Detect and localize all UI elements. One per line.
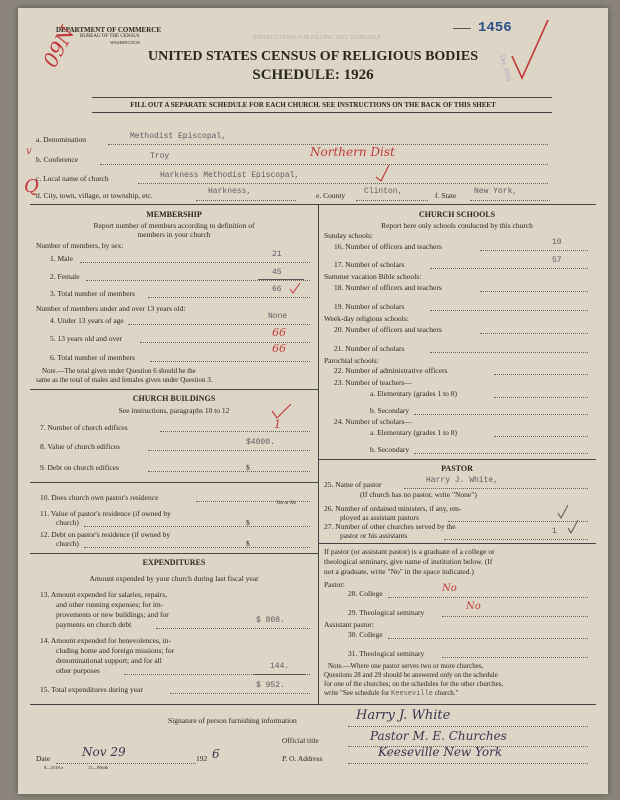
q16-line	[480, 250, 588, 251]
dept-name: DEPARTMENT OF COMMERCE	[56, 26, 162, 34]
faded-heading: INSTRUCTIONS FOR FILLING OUT SCHEDULE	[253, 35, 381, 41]
q25-label: 25. Name of pastor	[324, 480, 382, 489]
q23a-line	[494, 397, 588, 398]
form-subtitle: SCHEDULE: 1926	[252, 67, 374, 83]
q17-line	[430, 268, 588, 269]
assistant-pastor-sublabel: Assistant pastor:	[324, 620, 374, 629]
q11-line	[84, 526, 310, 527]
graduate-instruction-1: If pastor (or assistant pastor) is a graduate of a college or	[324, 547, 495, 556]
rule	[30, 553, 318, 554]
q13-label-4: payments on church debt	[56, 620, 132, 629]
schools-heading: CHURCH SCHOOLS	[418, 210, 496, 219]
q10-label: 10. Does church own pastor's residence	[40, 493, 159, 502]
schedule-number: 1456	[478, 20, 512, 36]
q25-value: Harry J. White,	[426, 476, 499, 485]
q19-line	[430, 310, 588, 311]
q17-label: 17. Number of scholars	[334, 260, 405, 269]
check-mark	[566, 518, 580, 536]
city-value: Harkness,	[208, 187, 252, 196]
q5-label: 5. 13 years old and over	[50, 334, 123, 343]
q22-label: 22. Number of administrative officers	[334, 366, 448, 375]
q3-value: 66	[272, 285, 282, 294]
q24a-line	[494, 436, 588, 437]
rule	[92, 97, 552, 98]
rule	[318, 459, 596, 460]
conference-line	[100, 164, 548, 165]
bureau-name: BUREAU OF THE CENSUS	[80, 34, 140, 39]
rule	[30, 204, 596, 205]
members-by-sex-label: Number of members, by sex:	[36, 241, 124, 250]
number-dash	[453, 28, 471, 29]
q1-value: 21	[272, 250, 282, 259]
q28-line	[388, 597, 588, 598]
rule	[318, 543, 596, 544]
q15-line	[170, 693, 310, 694]
po-address-value: Keeseville New York	[378, 745, 503, 759]
q18-line	[480, 291, 588, 292]
q3-line	[148, 297, 310, 298]
q29-label: 29. Theological seminary	[348, 608, 425, 617]
q21-line	[430, 352, 588, 353]
q8-line	[148, 450, 310, 451]
q27-label-2: pastor or his assistants	[340, 531, 408, 540]
q23b-label: b. Secondary	[370, 406, 410, 415]
city-label: d. City, town, village, or township, etc.	[36, 191, 153, 200]
census-schedule-sheet	[18, 8, 608, 794]
q21-label: 21. Number of scholars	[334, 344, 405, 353]
q9-label: 9. Debt on church edifices	[40, 463, 119, 472]
q15-value: $ 952.	[256, 681, 285, 690]
q6-value: 66	[272, 342, 286, 355]
q14-label-3: denominational support; and for all	[56, 656, 162, 665]
q27-label-1: 27. Number of other churches served by the	[324, 522, 456, 531]
local-name-value: Harkness Methodist Episcopal,	[160, 171, 300, 180]
q23a-label: a. Elementary (grades 1 to 8)	[370, 389, 458, 398]
pastor-note-3: for one of the churches; on the schedules for the other churches,	[324, 680, 504, 688]
sunday-schools-label: Sunday schools:	[324, 231, 373, 240]
pastor-note-1: Note.—Where one pastor serves two or more churches,	[328, 662, 484, 670]
q31-label: 31. Theological seminary	[348, 649, 425, 658]
rule	[92, 112, 552, 113]
year-prefix: 192	[196, 754, 208, 763]
membership-note-2: same as the total of males and females given under Question 3.	[36, 376, 213, 384]
margin-check-b: v	[26, 146, 32, 157]
official-title-value: Pastor M. E. Churches	[370, 729, 507, 743]
q16-value: 10	[552, 238, 562, 247]
q7-value: 1	[274, 418, 281, 431]
sum-line	[258, 279, 304, 280]
q8-label: 8. Value of church edifices	[40, 442, 121, 451]
buildings-heading: CHURCH BUILDINGS	[132, 394, 216, 403]
q27-value: 1	[552, 527, 557, 536]
denomination-value: Methodist Episcopal,	[130, 132, 227, 141]
q14-label-4: other purposes	[56, 666, 100, 675]
print-code-1: 8—5518 a	[44, 765, 63, 770]
pastor-sublabel: Pastor:	[324, 580, 345, 589]
age-intro-label: Number of members under and over 13 years old:	[36, 304, 186, 313]
q17-value: 57	[552, 256, 562, 265]
q1-label: 1. Male	[50, 254, 73, 263]
column-divider	[318, 204, 319, 704]
q31-line	[442, 657, 588, 658]
q19-label: 19. Number of scholars	[334, 302, 405, 311]
denomination-label: a. Denomination	[36, 135, 86, 144]
membership-note-1: Note.—The total given under Question 6 should be the	[42, 367, 196, 375]
date-value: Nov 29	[82, 745, 126, 759]
q13-line	[156, 628, 310, 629]
local-name-label: c. Local name of church	[36, 174, 109, 183]
q28-value: No	[442, 583, 457, 594]
q20-label: 20. Number of officers and teachers	[334, 325, 442, 334]
red-tick	[373, 162, 393, 184]
sum-line	[254, 674, 306, 675]
po-address-line	[348, 763, 588, 764]
state-line	[470, 200, 550, 201]
membership-intro-2: members in your church	[137, 230, 211, 239]
q12-line	[84, 547, 310, 548]
county-line	[356, 200, 428, 201]
q13-label-3: provements or new buildings; and for	[56, 610, 169, 619]
q12-label-1: 12. Debt on pastor's residence (if owned by	[40, 530, 171, 539]
local-name-line	[138, 183, 548, 184]
q6-line	[150, 361, 310, 362]
q8-value: $4000.	[246, 438, 275, 447]
q15-label: 15. Total expenditures during year	[40, 685, 143, 694]
expenditures-intro: Amount expended by your church during last fiscal year	[89, 574, 259, 583]
q11-label-1: 11. Value of pastor's residence (if owned by	[40, 509, 171, 518]
q7-label: 7. Number of church edifices	[40, 423, 128, 432]
expenditures-heading: EXPENDITURES	[142, 558, 206, 567]
q27-line	[444, 539, 588, 540]
corner-pencil-note: Dec 1926	[498, 54, 513, 83]
q11-label-2: church)	[56, 518, 79, 527]
red-tick	[288, 281, 302, 295]
signature-value: Harry J. White	[356, 708, 451, 723]
pastor-note-2: Questions 28 and 29 should be answered only on the schedule	[324, 671, 498, 679]
date-line	[56, 763, 196, 764]
q29-line	[442, 616, 588, 617]
margin-q-mark: Q	[24, 176, 39, 197]
q24a-label: a. Elementary (grades 1 to 8)	[370, 428, 458, 437]
q23-label: 23. Number of teachers—	[334, 378, 412, 387]
q26-label-2: ployed as assistant pastors	[340, 513, 419, 522]
form-instruction: FILL OUT A SEPARATE SCHEDULE FOR EACH CHURCH. SEE INSTRUCTIONS ON THE BACK OF THIS SHEET	[130, 101, 496, 109]
q13-label-2: and other running expenses; for im-	[56, 600, 164, 609]
q14-label-2: cluding home and foreign missions; for	[56, 646, 175, 655]
weekday-schools-label: Week-day religious schools:	[324, 314, 409, 323]
membership-heading: MEMBERSHIP	[146, 210, 202, 219]
buildings-intro: See instructions, paragraphs 10 to 12	[118, 406, 230, 415]
red-margin-mark: 09N	[38, 22, 80, 72]
q12-dollar: $	[246, 539, 250, 548]
year-value: 6	[212, 747, 220, 761]
q14-value: 144.	[270, 662, 290, 671]
pastor-note-4-prefix: write "See schedule for	[324, 689, 390, 697]
q24b-label: b. Secondary	[370, 445, 410, 454]
see-schedule-church: Keeseville	[391, 690, 434, 698]
q2-value: 45	[272, 268, 282, 277]
q30-line	[388, 638, 588, 639]
q13-value: $ 808.	[256, 616, 285, 625]
q2-label: 2. Female	[50, 272, 80, 281]
pastor-heading: PASTOR	[441, 464, 473, 473]
q13-label-1: 13. Amount expended for salaries, repairs,	[40, 590, 168, 599]
print-code-2: 11—9064b	[88, 765, 109, 770]
county-value: Clinton,	[364, 187, 403, 196]
q1-line	[80, 262, 310, 263]
pastor-note-4-suffix: church."	[434, 689, 459, 697]
official-title-label: Official title	[282, 736, 319, 745]
q11-dollar: $	[246, 518, 250, 527]
q25-hint: (If church has no pastor, write "None")	[360, 490, 477, 499]
state-label: f. State	[435, 191, 457, 200]
rule	[30, 704, 596, 705]
membership-intro-1: Report number of members according to definition of	[93, 221, 255, 230]
q2-line	[86, 280, 310, 281]
q16-label: 16. Number of officers and teachers	[334, 242, 442, 251]
q5-value: 66	[272, 326, 286, 339]
signature-label: Signature of person furnishing information	[168, 716, 297, 725]
q3-label: 3. Total number of members	[50, 289, 135, 298]
po-address-label: P. O. Address	[282, 754, 323, 763]
q24-label: 24. Number of scholars—	[334, 417, 412, 426]
parochial-schools-label: Parochial schools:	[324, 356, 379, 365]
q25-line	[404, 488, 588, 489]
date-label: Date	[36, 754, 51, 763]
rule	[30, 389, 318, 390]
q4-line	[128, 324, 310, 325]
yes-no-hint: Yes or No	[276, 501, 297, 506]
q26-label-1: 26. Number of ordained ministers, if any, em-	[324, 504, 462, 513]
graduate-instruction-2: theological seminary, give name of institution below. (If	[324, 557, 493, 566]
pastor-note-4	[324, 689, 458, 698]
conference-label: b. Conference	[36, 155, 79, 164]
q4-value: None	[268, 312, 288, 321]
q24b-line	[414, 453, 588, 454]
state-value: New York,	[474, 187, 518, 196]
summer-schools-label: Summer vacation Bible schools:	[324, 272, 422, 281]
rule	[30, 482, 318, 483]
q22-line	[494, 374, 588, 375]
q30-label: 30. College	[348, 630, 383, 639]
q6-label: 6. Total number of members	[50, 353, 135, 362]
q18-label: 18. Number of officers and teachers	[334, 283, 442, 292]
schools-intro: Report here only schools conducted by this church	[381, 221, 533, 230]
q29-value: No	[466, 601, 481, 612]
q12-label-2: church)	[56, 539, 79, 548]
signature-line	[348, 726, 588, 727]
q28-label: 28. College	[348, 589, 383, 598]
q7-line	[160, 431, 310, 432]
q20-line	[480, 333, 588, 334]
q14-label-1: 14. Amount expended for benevolences, in-	[40, 636, 172, 645]
q4-label: 4. Under 13 years of age	[50, 316, 124, 325]
q23b-line	[414, 414, 588, 415]
county-label: e. County	[316, 191, 346, 200]
q9-line	[148, 471, 310, 472]
conference-value: Troy	[150, 152, 170, 161]
graduate-instruction-3: not a graduate, write "No" in the space indicated.)	[324, 567, 474, 576]
city-line	[196, 200, 296, 201]
conference-handwritten: Northern Dist	[310, 145, 395, 159]
form-title: UNITED STATES CENSUS OF RELIGIOUS BODIES	[147, 49, 478, 64]
q9-dollar: $	[246, 463, 250, 472]
bureau-city: WASHINGTON	[110, 40, 140, 45]
